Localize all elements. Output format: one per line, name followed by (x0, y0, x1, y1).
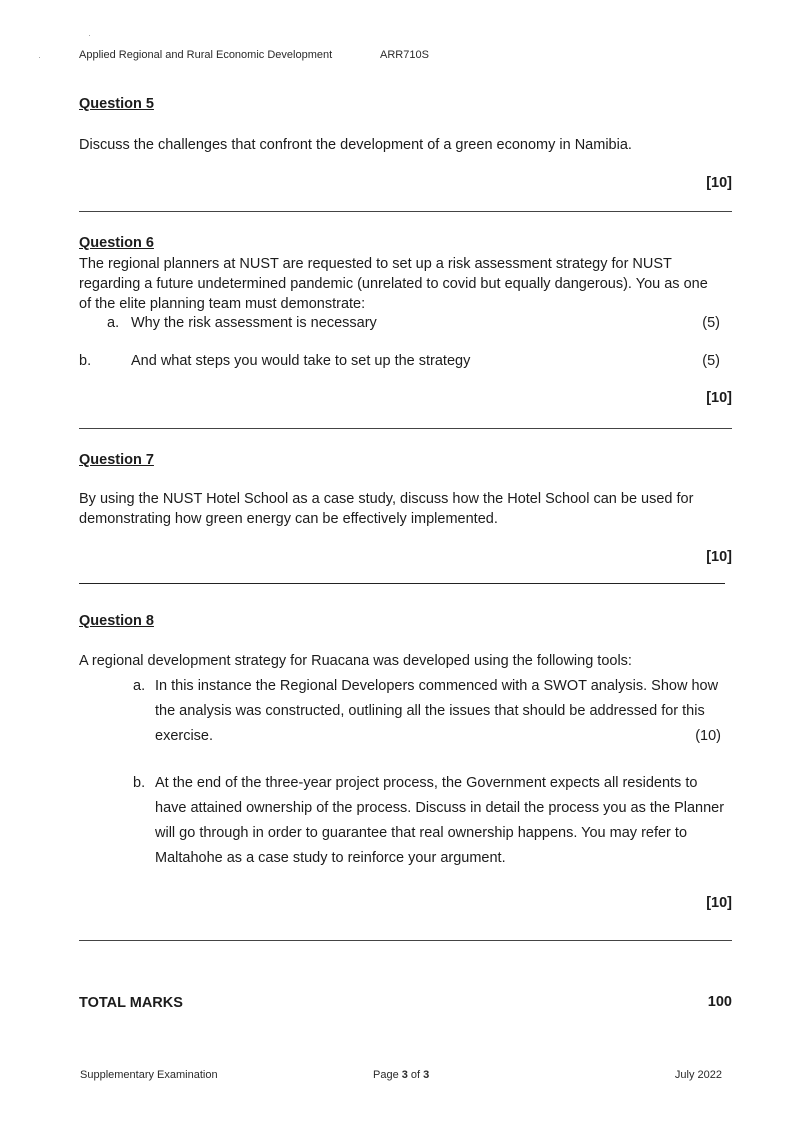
page-current: 3 (401, 1069, 408, 1081)
divider (79, 940, 732, 941)
question-8a-line-3: exercise. (155, 728, 214, 744)
question-6a-marks: (5) (702, 315, 720, 331)
course-title: Applied Regional and Rural Economic Development (79, 49, 333, 61)
question-6b-text: And what steps you would take to set up the strategy (131, 353, 471, 369)
question-8b-line-2: have attained ownership of the process. Discuss in detail the process you as the Planner (155, 800, 725, 816)
question-6a-label: a. (107, 315, 120, 331)
question-7-marks: [10] (706, 549, 732, 565)
footer-exam-type: Supplementary Examination (80, 1069, 218, 1081)
question-8a-line-1: In this instance the Regional Developers commenced with a SWOT analysis. Show how (155, 678, 719, 694)
total-marks-value: 100 (707, 994, 732, 1010)
question-6b-marks: (5) (702, 353, 720, 369)
question-6-line-3: of the elite planning team must demonstrate: (79, 296, 366, 312)
question-6-line-1: The regional planners at NUST are requested to set up a risk assessment strategy for NUST (79, 256, 672, 272)
question-8b-line-3: will go through in order to guarantee that real ownership happens. You may refer to (155, 825, 688, 841)
question-6b-label: b. (79, 353, 92, 369)
footer-date: July 2022 (674, 1069, 722, 1081)
question-6-marks: [10] (706, 390, 732, 406)
question-8a-line-2: the analysis was constructed, outlining all the issues that should be addressed for this (155, 703, 705, 719)
question-6-line-2: regarding a future undetermined pandemic (unrelated to covid but equally dangerous). You as one (79, 276, 708, 292)
question-7-line-2: demonstrating how green energy can be effectively implemented. (79, 511, 498, 527)
divider (79, 428, 732, 429)
question-8-marks: [10] (706, 895, 732, 911)
question-8b-label: b. (133, 775, 146, 791)
question-8-title: Question 8 (79, 613, 154, 629)
footer-page-number (373, 1069, 429, 1081)
page-of: of (407, 1069, 424, 1081)
course-code: ARR710S (380, 49, 429, 61)
question-8-intro: A regional development strategy for Ruacana was developed using the following tools: (79, 653, 632, 669)
question-7-line-1: By using the NUST Hotel School as a case study, discuss how the Hotel School can be used for (79, 491, 694, 507)
question-7-title: Question 7 (79, 452, 154, 468)
question-5-marks: [10] (706, 175, 732, 191)
question-5-text: Discuss the challenges that confront the development of a green economy in Namibia. (79, 137, 632, 153)
page-prefix: Page (373, 1069, 402, 1081)
question-5-title: Question 5 (79, 96, 154, 112)
scan-speck: · (88, 30, 91, 40)
question-6-title: Question 6 (79, 235, 154, 251)
divider (79, 211, 732, 212)
question-6a-text: Why the risk assessment is necessary (131, 315, 377, 331)
question-8a-marks: (10) (695, 728, 721, 744)
question-8a-label: a. (133, 678, 146, 694)
question-8b-line-4: Maltahohe as a case study to reinforce your argument. (155, 850, 506, 866)
divider (79, 583, 725, 584)
question-8b-line-1: At the end of the three-year project process, the Government expects all residents to (155, 775, 698, 791)
page-total: 3 (423, 1069, 430, 1081)
scan-speck: · (38, 52, 41, 62)
total-marks-label: TOTAL MARKS (79, 995, 183, 1011)
